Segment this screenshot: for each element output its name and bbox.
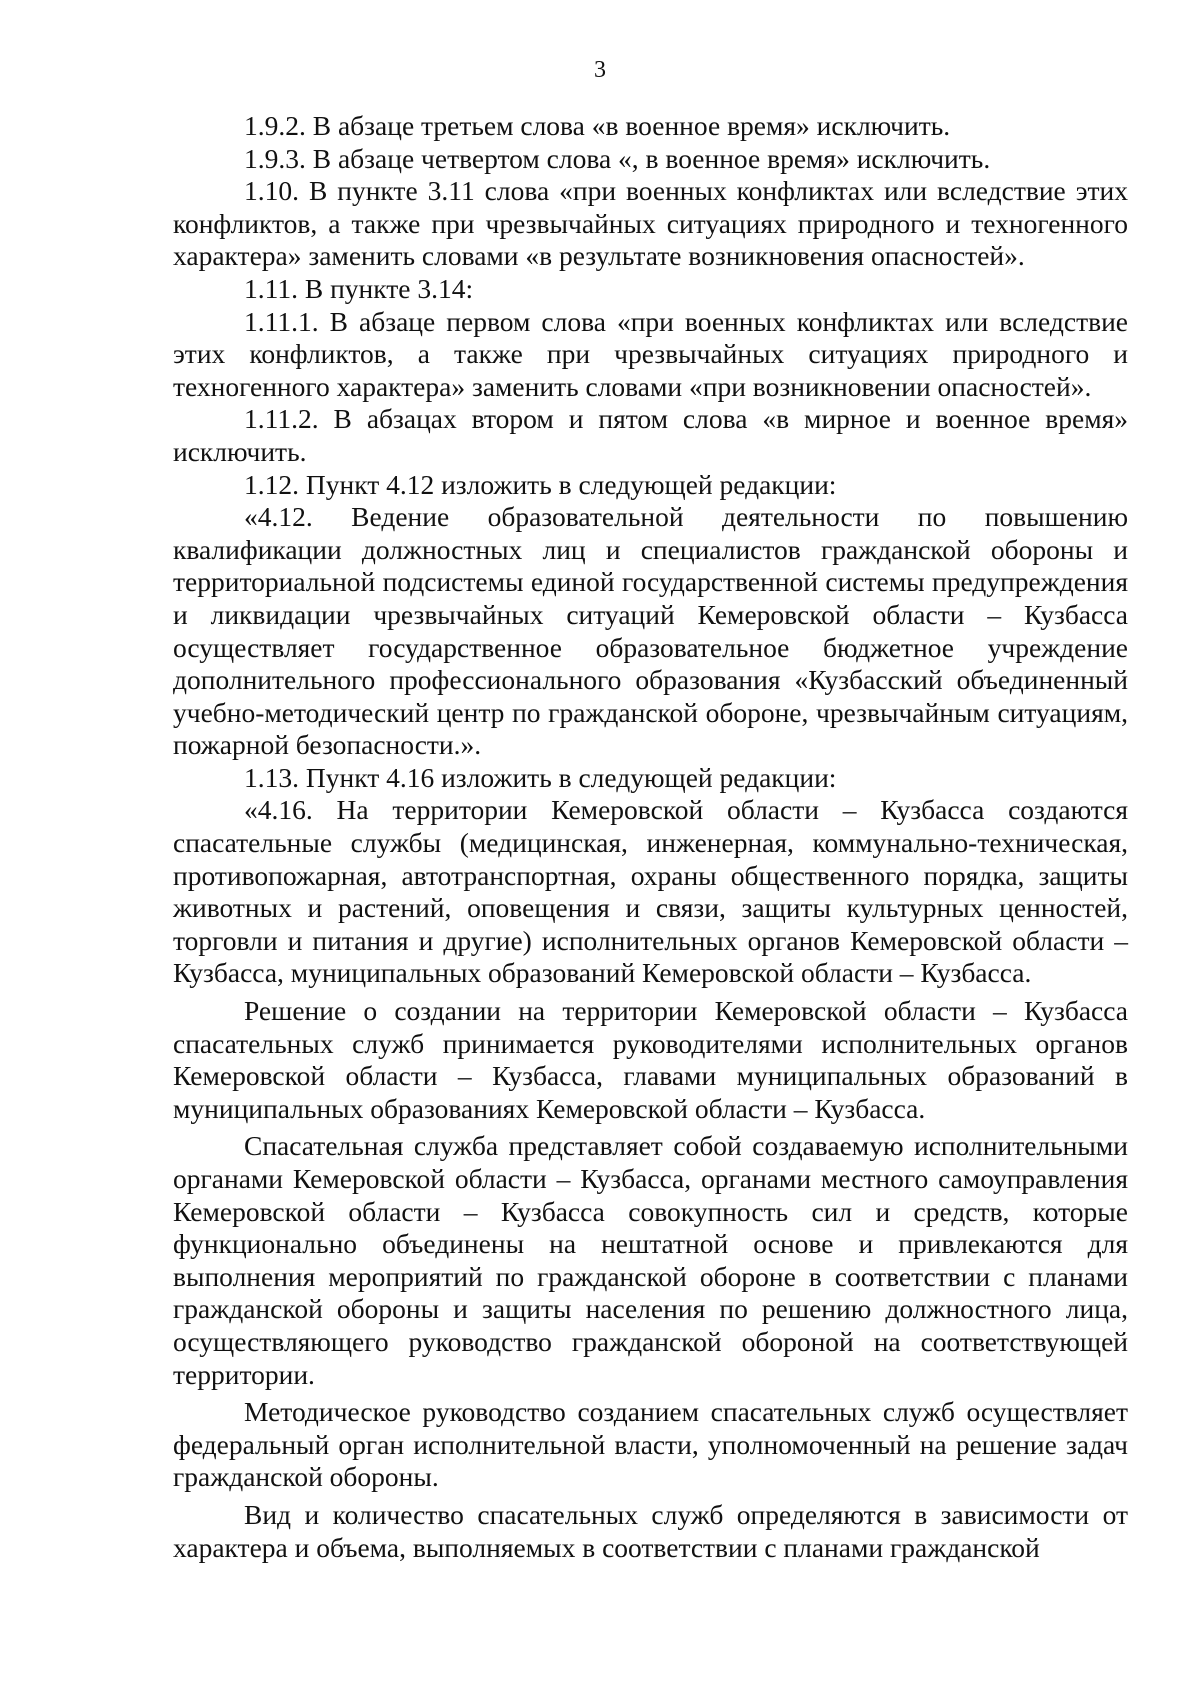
paragraph-1-13: 1.13. Пункт 4.16 изложить в следующей редакции:	[244, 761, 837, 793]
paragraph-1-9-2: 1.9.2. В абзаце третьем слова «в военное время» исключить.	[244, 110, 951, 141]
paragraph-1-11-1: 1.11.1. В абзаце первом слова «при военных конфликтах или вследствие этих конфликтов, а также при чрезвычайных ситуациях природного и техногенного характера» заменить словами «при возникновении опасностей».	[173, 305, 1128, 402]
document-body	[173, 110, 1128, 1564]
paragraph-1-12: 1.12. Пункт 4.12 изложить в следующей редакции:	[244, 468, 837, 500]
paragraph-1-9-3: 1.9.3. В абзаце четвертом слова «, в военное время» исключить.	[244, 142, 991, 174]
paragraph-4-12-text: «4.12. Ведение образовательной деятельности по повышению квалификации должностных лиц и специалистов гражданской обороны и территориальной подсистемы единой государственной системы предупреждения и ликвидации чрезвычайных ситуаций Кемеровской области – Кузбасса осуществляет государственное образовательное бюджетное учреждение дополнительного профессионального образования «Кузбасский объединенный учебно-методический центр по гражданской обороне, чрезвычайным ситуациям, пожарной безопасности.».	[173, 501, 1128, 761]
paragraph-type-and-quantity: Вид и количество спасательных служб определяются в зависимости от характера и объема, выполняемых в соответствии с планами гражданской	[173, 1498, 1128, 1563]
paragraph-decision-creation: Решение о создании на территории Кемеровской области – Кузбасса спасательных служб принимается руководителями исполнительных органов Кемеровской области – Кузбасса, главами муниципальных образований в муниципальных образованиях Кемеровской области – Кузбасса.	[173, 995, 1128, 1124]
paragraph-rescue-service-definition: Спасательная служба представляет собой создаваемую исполнительными органами Кемеровской области – Кузбасса, органами местного самоуправления Кемеровской области – Кузбасса совокупность сил и средств, которые функционально объединены на нештатной основе и привлекаются для выполнения мероприятий по гражданской обороне в соответствии с планами гражданской обороны и защиты населения по решению должностного лица, осуществляющего руководство гражданской обороной на соответствующей территории.	[173, 1130, 1128, 1390]
page-number: 3	[594, 57, 606, 83]
paragraph-4-16-text: «4.16. На территории Кемеровской области – Кузбасса создаются спасательные службы (медицинская, инженерная, коммунально-техническая, противопожарная, автотранспортная, охраны общественного порядка, защиты животных и растений, оповещения и связи, защиты культурных ценностей, торговли и питания и другие) исполнительных органов Кемеровской области – Кузбасса, муниципальных образований Кемеровской области – Кузбасса.	[173, 794, 1128, 989]
paragraph-1-11: 1.11. В пункте 3.14:	[244, 272, 474, 304]
paragraph-1-11-2: 1.11.2. В абзацах втором и пятом слова «в мирное и военное время» исключить.	[173, 403, 1128, 467]
paragraph-1-10: 1.10. В пункте 3.11 слова «при военных конфликтах или вследствие этих конфликтов, а также при чрезвычайных ситуациях природного и техногенного характера» заменить словами «в результате возникновения опасностей».	[173, 175, 1128, 272]
paragraph-methodological-guidance: Методическое руководство созданием спасательных служб осуществляет федеральный орган исполнительной власти, уполномоченный на решение задач гражданской обороны.	[173, 1396, 1128, 1493]
